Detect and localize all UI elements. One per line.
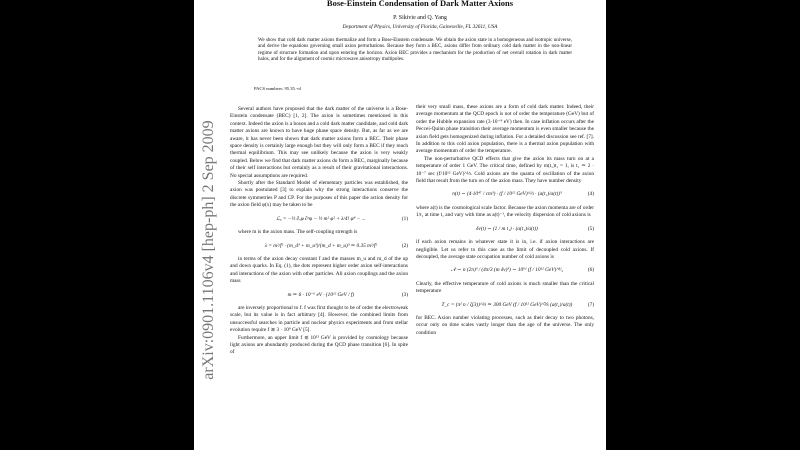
affiliation: Department of Physics, University of Florida, Gainesville, FL 32611, USA xyxy=(342,24,498,30)
pdf-page xyxy=(194,0,606,450)
equation-6 xyxy=(416,261,594,280)
equation-number: (6) xyxy=(587,267,594,274)
left-column xyxy=(230,106,408,357)
paragraph: where a(t) is the cosmological scale factor. Because the axion momenta are of order 1/t₁ at time t₁ and vary with time as a(t)⁻¹, the velocity dispersion of cold axions is xyxy=(416,204,594,219)
equation-2 xyxy=(230,237,408,256)
paragraph: Clearly, the effective temperature of cold axions is much smaller than the critical temperature xyxy=(416,280,594,295)
paragraph: are inversely proportional to f. f was first thought to be of order the electroweak scale, but its value is in fact arbitrary [4]. However, the combined limits from unsuccessful searches in particle and nuclear physics experiments and from stellar evolution require f ≳ 3 · 10⁹ GeV [5]. xyxy=(230,304,408,334)
equation-1 xyxy=(230,210,408,229)
paragraph: Shortly after the Standard Model of elementary particles was established, the axion was postulated [3] to explain why the strong interactions conserve the discrete symmetries P and CP. For the purposes of this paper the action density for the axion field φ(x) may be taken to be xyxy=(230,180,408,209)
equation-number: (4) xyxy=(587,191,594,198)
arxiv-id: arXiv:0901.1106v4 [hep-ph] 2 Sep 2009 xyxy=(200,120,217,380)
paragraph: Several authors have proposed that the dark matter of the universe is a Bose-Einstein condensate (BEC) [1, 2]. The axion is sometimes mentioned in this context. Indeed the axion is a boson and a cold dark matter candidate, and cold dark matter axions are known to have huge phase space density. But, as far as we are aware, it has never been shown that dark matter axions form a BEC. Their phase space density is certainly large enough but they will only form a BEC if they reach thermal equilibrium. This may see unlikely because the axion is very weakly coupled. Below we find that dark matter axions do form a BEC, marginally because of their self interactions but certainly as a result of their gravitational interactions. No special assumptions are required. xyxy=(230,106,408,179)
equation-expr: m ≃ 6 · 10⁻⁶ eV · (10¹² GeV / f) xyxy=(287,291,355,298)
authors: P. Sikivie and Q. Yang xyxy=(393,15,447,21)
equation-number: (1) xyxy=(401,215,408,222)
right-column xyxy=(416,104,594,337)
paragraph: in terms of the axion decay constant f and the masses m_u and m_d of the up and down quarks. In Eq. (1), the dots represent higher order axion self-interactions and interactions of the axion with other particles. All axion couplings and the axion mass xyxy=(230,255,408,285)
equation-number: (7) xyxy=(587,301,594,308)
equation-expr: λ = m²/f² · (m_d³ + m_u³)/(m_d + m_u)³ ≃ 0.35 m²/f² xyxy=(264,242,378,249)
equation-expr: n(t) ∼ (4·10⁴⁷ / cm³) · (f / 10¹² GeV)^⅔ · (a(t₁)/a(t))³ xyxy=(452,191,562,198)
equation-expr: T_c = (π² n / ζ(3))^⅓ ≃ 300 GeV (f / 10¹² GeV)^⅚ (a(t₁)/a(t)) xyxy=(441,301,573,308)
abstract: We show that cold dark matter axions thermalize and form a Bose-Einstein condensate. We obtain the axion state in a homogeneous and isotropic universe, and derive the equations governing small axion perturbations. Because they form a BEC, axions differ from ordinary cold dark matter in the non-linear regime of structure formation and upon entering the horizon. Axion BEC provides a mechanism for the production of net overall rotation in dark matter halos, and for the alignment of cosmic microwave anisotropy multipoles. xyxy=(258,38,572,63)
equation-4 xyxy=(416,185,594,204)
equation-3 xyxy=(230,286,408,305)
paragraph: for BEC. Axion number violating processes, such as their decay to two photons, occur only on time scales vastly longer than the age of the universe. The only condition xyxy=(416,314,594,336)
equation-7 xyxy=(416,296,594,315)
equation-expr: δv(t) ∼ (1 / m t₁) · (a(t₁)/a(t)) xyxy=(476,225,538,232)
equation-number: (5) xyxy=(587,225,594,232)
equation-number: (3) xyxy=(401,291,408,298)
equation-number: (2) xyxy=(401,242,408,249)
paper-title: Bose-Einstein Condensation of Dark Matter Axions xyxy=(326,0,514,8)
paragraph: The non-perturbative QCD effects that give the axion its mass turn on at a temperature of order 1 GeV. The critical time, defined by m(t₁)t₁ = 1, is t₁ ≃ 2 · 10⁻⁷ sec (f/10¹² GeV)^⅓. Cold axions are the quanta of oscillation of the axion field that result from the turn on of the axion mass. They have number density xyxy=(416,155,594,185)
equation-expr: ℒₐ = −½ ∂ᵤφ ∂ᵘφ − ½ m² φ² + λ/4! φ⁴ − ... xyxy=(276,215,366,222)
pacs-numbers: PACS numbers: 95.35.+d xyxy=(254,86,301,91)
paragraph: their very small mass, these axions are a form of cold dark matter. Indeed, their average momentum at the QCD epoch is not of order the temperature (GeV) but of order the Hubble expansion rate (3·10⁻⁹ eV) then. In case inflation occurs after the Peccei-Quinn phase transition their average momentum is even smaller because the axion field gets homogenized during inflation. For a detailed discussion see ref. [7]. In addition to this cold axion population, there is a thermal axion population with average momentum of order the temperature. xyxy=(416,104,594,155)
paragraph: where m is the axion mass. The self-coupling strength is xyxy=(238,229,358,236)
paragraph: if each axion remains in whatever state it is in, i.e. if axion interactions are negligible. Let us refer to this case as the limit of decoupled cold axions. If decoupled, the average state occupation number of cold axions is xyxy=(416,239,594,260)
equation-5 xyxy=(416,220,594,239)
paragraph: Furthermore, an upper limit f ≲ 10¹² GeV is provided by cosmology because light axions are abundantly produced during the QCD phase transition [6]. In spite of xyxy=(230,334,408,356)
arxiv-stamp xyxy=(194,0,224,450)
equation-expr: 𝒩 ∼ n (2π)³ / (4π/3 (m δv)³) ∼ 10⁶¹ (f / 10¹² GeV)^⁸⁄₃ xyxy=(450,267,564,274)
